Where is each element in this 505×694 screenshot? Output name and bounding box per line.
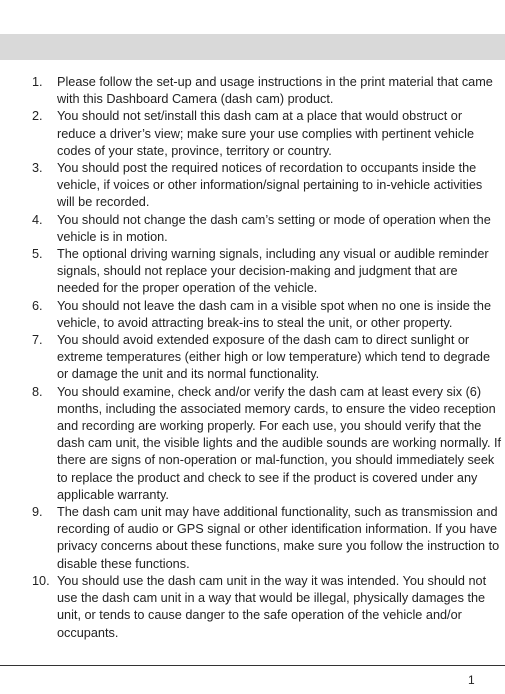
item-text: You should post the required notices of recordation to occupants inside the vehicle, if voices or other information/signal pertaining to in-vehicle activities will be recorded. <box>57 161 483 210</box>
item-text: The optional driving warning signals, including any visual or audible reminder signals, should not replace your decision-making and judgment that are needed for the proper operation of the vehicle. <box>57 247 489 296</box>
list-item <box>32 504 502 573</box>
item-number: 1. <box>32 75 43 89</box>
list-item <box>32 246 502 298</box>
footer-divider <box>0 665 505 666</box>
item-number: 4. <box>32 212 43 227</box>
list-item <box>32 332 502 384</box>
item-text: You should avoid extended exposure of the dash cam to direct sunlight or extreme temperatures (either high or low temperature) which tend to degrade or damage the unit and its normal functionality. <box>57 333 491 382</box>
list-item <box>32 74 502 108</box>
list-item <box>32 160 502 212</box>
item-number: 2. <box>32 109 43 124</box>
item-number: 3. <box>32 161 43 176</box>
list-item <box>32 384 502 504</box>
item-number: 10. <box>32 573 50 588</box>
instruction-list <box>32 74 502 642</box>
item-number: 7. <box>32 333 43 348</box>
item-number: 5. <box>32 247 43 262</box>
item-number: 9. <box>32 505 43 520</box>
list-item <box>32 573 502 642</box>
list-item <box>32 298 502 332</box>
page-number: 1 <box>468 673 475 687</box>
header-band <box>0 34 505 60</box>
item-text: You should not change the dash cam’s setting or mode of operation when the vehicle is in motion. <box>57 212 491 244</box>
item-number: 6. <box>32 298 43 313</box>
item-text: The dash cam unit may have additional functionality, such as transmission and recording of audio or GPS signal or other identification information. If you have privacy concerns about these functions, make sure you follow the instruction to disable these functions. <box>57 505 500 571</box>
item-text: You should examine, check and/or verify the dash cam at least every six (6) months, including the associated memory cards, to ensure the video reception and recording are working properly. For each use, you should verify that the dash cam unit, the visible lights and the audible sounds are working normally. If there are signs of non-operation or mal-function, you should immediately seek to replace the product and check to see if the product is covered under any applicable warranty. <box>57 384 502 502</box>
item-text: You should not leave the dash cam in a visible spot when no one is inside the vehicle, to avoid attracting break-ins to steal the unit, or other property. <box>57 298 492 330</box>
list-item <box>32 212 502 246</box>
item-text: You should not set/install this dash cam at a place that would obstruct or reduce a driver’s view; make sure your use complies with pertinent vehicle codes of your state, province, territory or country. <box>57 109 474 158</box>
item-text: You should use the dash cam unit in the way it was intended. You should not use the dash cam unit in a way that would be illegal, physically damages the unit, or tends to cause danger to the safe operation of the vehicle and/or occupants. <box>57 573 487 640</box>
item-text: Please follow the set-up and usage instructions in the print material that came with this Dashboard Camera (dash cam) product. <box>57 75 493 107</box>
list-item <box>32 108 502 160</box>
item-number: 8. <box>32 384 43 399</box>
